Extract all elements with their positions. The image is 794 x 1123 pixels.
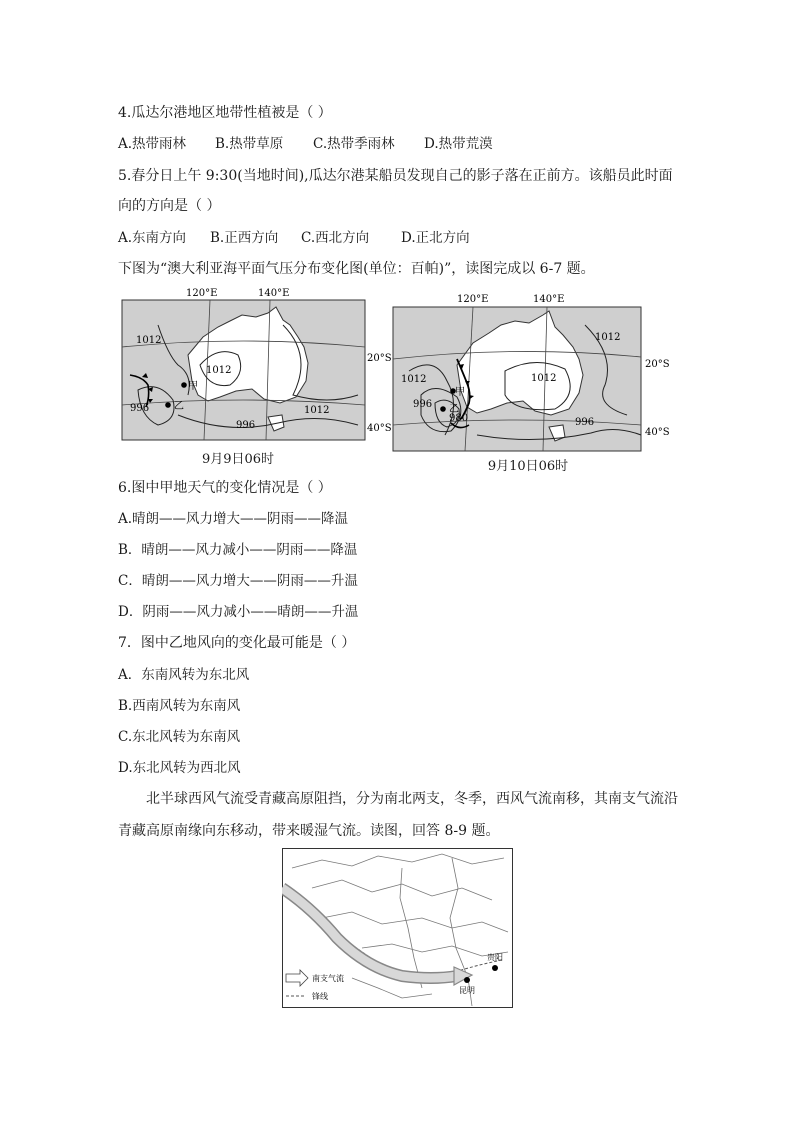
map-frame	[283, 849, 513, 1008]
isobar-label: 996	[236, 420, 256, 431]
q4-options	[118, 135, 493, 153]
q5-option-a[interactable]: A.东南方向	[118, 230, 187, 246]
q4-option-c[interactable]: C.热带季雨林	[313, 136, 395, 152]
pressure-map-sept10	[365, 285, 680, 455]
lon-label-140e: 140°E	[533, 294, 565, 305]
point-jia-label: 甲	[455, 387, 465, 398]
isobar-label: 996	[130, 403, 150, 414]
q4-stem: 4.瓜达尔港地区地带性植被是（ ）	[118, 105, 332, 121]
q5-stem-line1: 5.春分日上午 9:30(当地时间),瓜达尔港某船员发现自己的影子落在正前方。该船员此时面	[118, 168, 673, 184]
legend-flow-label: 南支气流	[312, 974, 344, 983]
isobar-label: 1012	[206, 365, 232, 376]
lat-label-20s: 20°S	[645, 359, 670, 370]
pressure-map-sept9	[118, 285, 373, 445]
point-jia-label: 甲	[188, 381, 198, 392]
isobar-label: 996	[413, 399, 433, 410]
westerlies-map	[282, 848, 513, 1008]
isobar-label: 1012	[595, 332, 621, 343]
q6-stem: 6.图中甲地天气的变化情况是（ ）	[118, 480, 332, 496]
q7-option-d[interactable]: D.东北风转为西北风	[118, 760, 241, 776]
q5-option-c[interactable]: C.西北方向	[301, 230, 370, 246]
lon-label-140e: 140°E	[258, 288, 290, 299]
q5-options	[118, 229, 470, 247]
q7-stem: 7．图中乙地风向的变化最可能是（ ）	[118, 635, 356, 651]
q6-option-c[interactable]: C．晴朗——风力增大——阴雨——升温	[118, 573, 358, 589]
isobar-label: 1012	[304, 405, 330, 416]
city-kunming-label: 昆明	[459, 986, 475, 995]
q7-option-a[interactable]: A．东南风转为东北风	[118, 667, 250, 683]
isobar-label: 996	[575, 417, 595, 428]
intro-8-9-line1: 北半球西风气流受青藏高原阻挡，分为南北两支，冬季，西风气流南移，其南支气流沿	[146, 791, 678, 807]
q7-option-b[interactable]: B.西南风转为东南风	[118, 698, 241, 714]
q6-option-a[interactable]: A.晴朗——风力增大——阴雨——降温	[118, 511, 349, 527]
intro-8-9-line2: 青藏高原南缘向东移动，带来暖湿气流。读图，回答 8-9 题。	[118, 823, 500, 839]
lon-label-120e: 120°E	[457, 294, 489, 305]
city-guiyang-marker	[492, 965, 498, 971]
point-yi-label: 乙	[174, 401, 184, 412]
intro-6-7: 下图为“澳大利亚海平面气压分布变化图(单位：百帕)”，读图完成以 6-7 题。	[118, 261, 595, 277]
q4-option-d[interactable]: D.热带荒漠	[424, 136, 493, 152]
city-kunming-marker	[464, 977, 470, 983]
q7-option-c[interactable]: C.东北风转为东南风	[118, 729, 241, 745]
point-yi-label: 乙	[449, 404, 459, 415]
isobar-label: 1012	[401, 374, 427, 385]
q6-option-b[interactable]: B．晴朗——风力减小——阴雨——降温	[118, 542, 358, 558]
lat-label-40s: 40°S	[367, 423, 392, 434]
isobar-label: 1012	[136, 335, 162, 346]
q6-option-d[interactable]: D．阴雨——风力减小——晴朗——升温	[118, 604, 359, 620]
q5-stem-line2: 向的方向是（ ）	[118, 198, 221, 214]
q5-option-b[interactable]: B.正西方向	[210, 230, 279, 246]
lat-label-40s: 40°S	[645, 427, 670, 438]
lon-label-120e: 120°E	[186, 288, 218, 299]
point-yi-marker	[440, 406, 446, 412]
point-jia-marker	[181, 382, 187, 388]
isobar-label: 980	[449, 413, 469, 424]
city-guiyang-label: 贵阳	[487, 953, 503, 962]
map-caption-sept10: 9月10日06时	[487, 459, 569, 474]
q4-option-b[interactable]: B.热带草原	[215, 136, 284, 152]
map-caption-sept9: 9月9日06时	[201, 452, 275, 467]
legend-front-label: 锋线	[312, 992, 328, 1001]
point-yi-marker	[165, 402, 171, 408]
q4-option-a[interactable]: A.热带雨林	[118, 136, 187, 152]
q5-option-d[interactable]: D.正北方向	[401, 230, 470, 246]
lat-label-20s: 20°S	[367, 353, 392, 364]
isobar-label: 1012	[531, 373, 557, 384]
